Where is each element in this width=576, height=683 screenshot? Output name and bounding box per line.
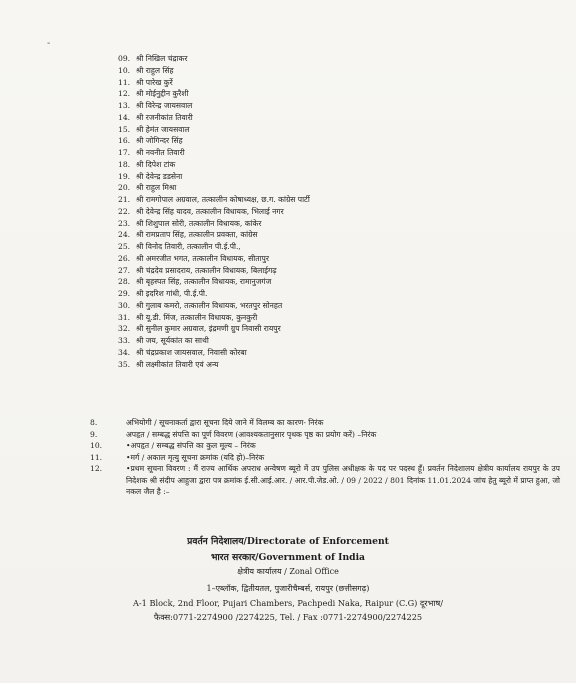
name-list-item bbox=[118, 124, 558, 136]
office-header-directorate: प्रवर्तन निदेशालय/Directorate of Enforcement bbox=[187, 536, 389, 547]
name-list-number: 22. bbox=[118, 206, 131, 216]
fir-item-text: अभियोगी / सूचनाकर्ता द्वारा सूचना दिये जाने में विलम्ब का कारण- निरंक bbox=[126, 418, 324, 427]
name-list-number: 27. bbox=[118, 265, 131, 275]
name-list-text: श्री दिपेश टांक bbox=[136, 159, 176, 169]
name-list-text: श्री चंद्रदेव प्रसादराय, तत्कालीन विधायक, बिलाईगढ़ bbox=[136, 265, 277, 275]
name-list-item bbox=[118, 359, 558, 371]
fir-item bbox=[90, 452, 560, 464]
fir-item bbox=[90, 417, 560, 429]
name-list-number: 33. bbox=[118, 336, 131, 345]
name-list-number: 35. bbox=[118, 359, 131, 369]
name-list-number: 14. bbox=[118, 112, 131, 122]
name-list-number: 10. bbox=[118, 65, 131, 75]
name-list-item bbox=[118, 100, 558, 112]
name-list-text: श्री रामगोपाल अग्रवाल, तत्कालीन कोषाध्यक्ष, छ.ग. कांग्रेस पार्टी bbox=[136, 195, 310, 204]
name-list-text: श्री विनोद तिवारी, तत्कालीन पी.ई.पी., bbox=[136, 242, 241, 251]
name-list-number: 16. bbox=[118, 136, 131, 146]
name-list-item bbox=[118, 194, 558, 206]
name-list-text: श्री बृहस्पत सिंह, तत्कालीन विधायक, रामानुजगंज bbox=[136, 277, 272, 287]
name-list-item bbox=[118, 135, 558, 147]
name-list-number: 15. bbox=[118, 124, 131, 134]
name-list-number: 29. bbox=[118, 289, 131, 298]
name-list-item bbox=[118, 65, 558, 77]
fir-item-text: अपहृत / सम्बद्ध संपत्ति का पूर्ण विवरण (आवश्यकतानुसार पृथक पृष्ठ का प्रयोग करें) –निरंक bbox=[126, 429, 377, 439]
name-list-text: श्री देवेन्द्र सिंह यादव, तत्कालीन विधायक, भिलाई नगर bbox=[136, 206, 284, 216]
name-list-text: श्री राहुल मिश्रा bbox=[136, 183, 177, 193]
fir-item-text: •मर्ग / अकाल मृत्यु सूचना क्रमांक (यदि हो)–निरंक bbox=[126, 452, 265, 462]
name-list-item bbox=[118, 218, 558, 230]
name-list-number: 23. bbox=[118, 218, 131, 228]
name-list-text: श्री इदरिश गांधी, पी.ई.पी. bbox=[136, 289, 208, 298]
name-list-item bbox=[118, 206, 558, 218]
name-list-number: 09. bbox=[118, 54, 131, 63]
name-list-item bbox=[118, 77, 558, 89]
name-list-number: 34. bbox=[118, 347, 131, 357]
name-list-number: 25. bbox=[118, 242, 131, 251]
name-list-item bbox=[118, 182, 558, 194]
office-contact: फैक्स:0771-2274900 /2274225, Tel. / Fax :0771-2274900/2274225 bbox=[153, 612, 423, 622]
name-list-number: 21. bbox=[118, 195, 131, 204]
name-list-text: श्री हेमंत जायसवाल bbox=[136, 124, 190, 134]
name-list-text: श्री निखिल चंद्राकर bbox=[136, 54, 188, 63]
name-list-number: 24. bbox=[118, 230, 131, 240]
name-list-item bbox=[118, 147, 558, 159]
name-list-text: श्री शिशुपाल सोरी, तत्कालीन विधायक, कांकेर bbox=[136, 218, 262, 228]
name-list-text: श्री लक्ष्मीकांत तिवारी एवं अन्य bbox=[136, 359, 219, 369]
name-list-text: श्री देवेन्द्र डडसेना bbox=[136, 171, 183, 181]
name-list-item bbox=[118, 241, 558, 253]
name-list-number: 18. bbox=[118, 159, 131, 169]
name-list-text: श्री यू.डी. मिंज, तत्कालीन विधायक, कुनकुरी bbox=[136, 312, 258, 322]
name-list-text: श्री अमरजीत भगत, तत्कालीन विधायक, सीतापुर bbox=[136, 253, 269, 263]
fir-item-number: 11. bbox=[90, 452, 103, 462]
name-list-number: 13. bbox=[118, 101, 131, 110]
fir-item-text: •प्रथम सूचना विवरण : मैं राज्य आर्थिक अपराध अन्वेषण ब्यूरो में उप पुलिस अधीक्षक के पद पर पदस्थ हूँ। प्रवर्तन निदेशालय क्षेत्रीय कार्यालय रायपुर के उप निदेशक श्री संदीप आहुजा द्वारा पत्र क्रमांक ई.सी.आई.आर. / आर.पी.जेड.ओ. / 09 / 2022 / 801 दिनांक 11.01.2024 जांच हेतु ब्यूरो में प्राप्त हुआ, जो नकल जैल है :– bbox=[126, 464, 560, 496]
fir-item bbox=[90, 463, 560, 498]
name-list-item bbox=[118, 159, 558, 171]
name-list-item bbox=[118, 53, 558, 65]
name-list-number: 17. bbox=[118, 148, 131, 157]
name-list-item bbox=[118, 347, 558, 359]
name-list-number: 26. bbox=[118, 253, 131, 263]
name-list-number: 11. bbox=[118, 77, 131, 87]
name-list-text: श्री विरेन्द्र जायसवाल bbox=[136, 101, 193, 110]
name-list-text: श्री रामप्रताप सिंह, तत्कालीन प्रवक्ता, कांग्रेस bbox=[136, 230, 258, 240]
fir-item-number: 9. bbox=[90, 429, 98, 439]
name-list-item bbox=[118, 300, 558, 312]
name-list-text: श्री सुनील कुमार अग्रवाल, इंद्रमणी ग्रुप निवासी रायपुर bbox=[136, 324, 281, 334]
fir-item bbox=[90, 440, 560, 452]
corner-mark: - bbox=[47, 38, 51, 49]
name-list-item bbox=[118, 335, 558, 347]
name-list-text: श्री चंद्रप्रकाश जायसवाल, निवासी कोरबा bbox=[136, 347, 247, 357]
name-list-item bbox=[118, 253, 558, 265]
fir-item bbox=[90, 429, 560, 441]
office-address-english: A-1 Block, 2nd Floor, Pujari Chambers, Pachpedi Naka, Raipur (C.G) दूरभाष/ bbox=[132, 598, 443, 608]
name-list-item bbox=[118, 265, 558, 277]
name-list-item bbox=[118, 288, 558, 300]
accused-name-list bbox=[118, 53, 558, 370]
name-list-number: 28. bbox=[118, 277, 131, 287]
name-list-number: 31. bbox=[118, 312, 131, 322]
name-list-item bbox=[118, 323, 558, 335]
name-list-number: 20. bbox=[118, 183, 131, 193]
name-list-text: श्री राहुल सिंह bbox=[136, 65, 174, 75]
fir-item-text: •अपहृत / सम्बद्ध संपत्ति का कुल मूल्य – निरंक bbox=[126, 441, 256, 450]
name-list-item bbox=[118, 229, 558, 241]
fir-item-number: 12. bbox=[90, 464, 103, 473]
name-list-number: 19. bbox=[118, 171, 131, 181]
office-address-hindi: 1–एब्लॉक, द्वितीयतल, पुजारीचैम्बर्स, रायपुर (छत्तीसगढ़) bbox=[206, 584, 370, 593]
name-list-item bbox=[118, 276, 558, 288]
name-list-item bbox=[118, 171, 558, 183]
name-list-number: 30. bbox=[118, 300, 131, 310]
office-header-government: भारत सरकार/Government of India bbox=[210, 552, 366, 563]
name-list-text: श्री गुलाब कमरो, तत्कालीन विधायक, भरतपुर सोनहत bbox=[136, 300, 283, 310]
name-list-number: 32. bbox=[118, 324, 131, 334]
name-list-text: श्री मोईनुद्दीन कुरैशी bbox=[136, 89, 189, 99]
name-list-item bbox=[118, 112, 558, 124]
name-list-text: श्री नवनीत तिवारी bbox=[136, 148, 185, 157]
name-list-text: श्री रजनीकांत तिवारी bbox=[136, 112, 193, 122]
fir-item-number: 8. bbox=[90, 418, 98, 427]
name-list-text: श्री जय, सूर्यकांत का साथी bbox=[136, 336, 209, 345]
office-header-zonal: क्षेत्रीय कार्यालय / Zonal Office bbox=[237, 567, 339, 576]
name-list-text: श्री पारेख कुर्रे bbox=[136, 77, 173, 87]
name-list-number: 12. bbox=[118, 89, 131, 99]
name-list-text: श्री जोगिन्दर सिंह bbox=[136, 136, 183, 146]
name-list-item bbox=[118, 88, 558, 100]
fir-item-number: 10. bbox=[90, 441, 103, 450]
fir-item-list bbox=[90, 417, 560, 498]
name-list-item bbox=[118, 312, 558, 324]
